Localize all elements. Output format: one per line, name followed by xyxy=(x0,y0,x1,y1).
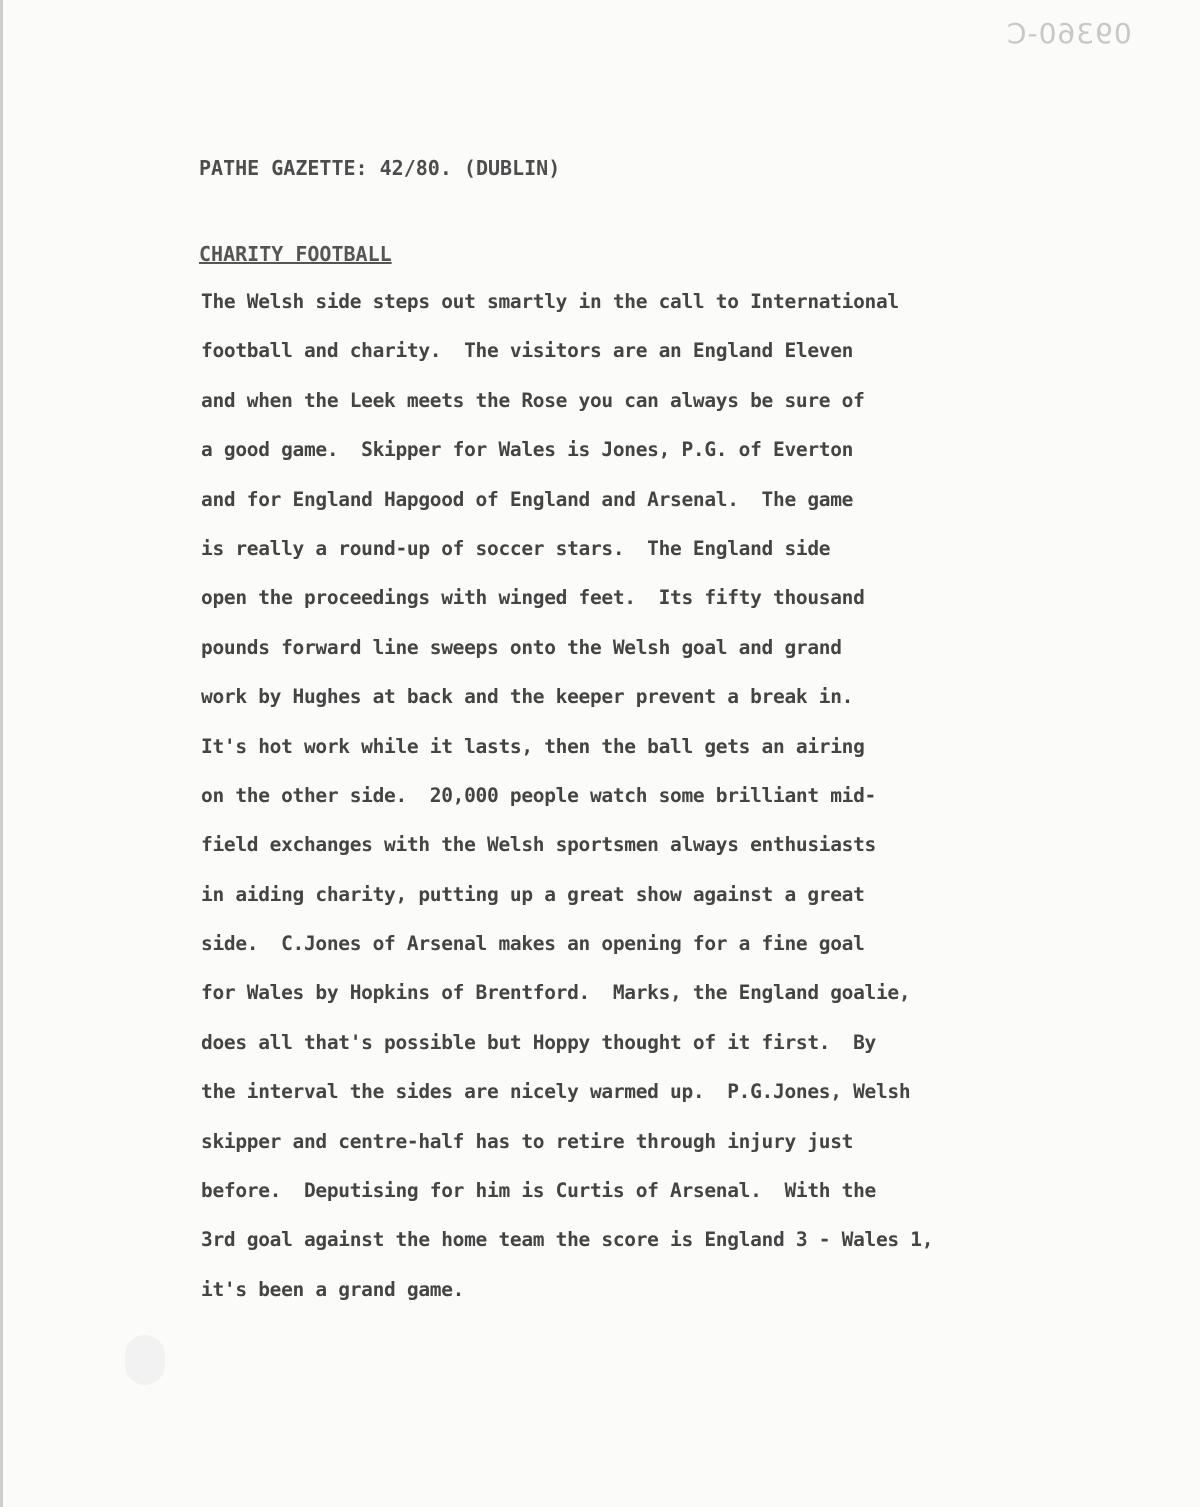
body-line: open the proceedings with winged feet. Its fifty thousand xyxy=(201,586,865,610)
body-line: and when the Leek meets the Rose you can always be sure of xyxy=(201,388,865,412)
body-line: pounds forward line sweeps onto the Welsh goal and grand xyxy=(201,635,842,659)
body-line: it's been a grand game. xyxy=(201,1277,465,1301)
body-line: side. C.Jones of Arsenal makes an opening for a fine goal xyxy=(201,932,865,956)
story-title: CHARITY FOOTBALL xyxy=(199,242,392,266)
paper-smudge xyxy=(125,1335,165,1385)
body-line: skipper and centre-half has to retire through injury just xyxy=(201,1129,854,1153)
body-line: in aiding charity, putting up a great show against a great xyxy=(201,882,865,906)
body-line: for Wales by Hopkins of Brentford. Marks, the England goalie, xyxy=(201,981,911,1005)
body-line: on the other side. 20,000 people watch some brilliant mid- xyxy=(201,783,876,807)
body-line: football and charity. The visitors are an England Eleven xyxy=(201,339,854,363)
body-line: the interval the sides are nicely warmed up. P.G.Jones, Welsh xyxy=(201,1080,911,1104)
page-edge xyxy=(0,0,3,1507)
document-header: PATHE GAZETTE: 42/80. (DUBLIN) xyxy=(199,156,561,180)
body-line: work by Hughes at back and the keeper prevent a break in. xyxy=(201,685,854,709)
body-line: before. Deputising for him is Curtis of Arsenal. With the xyxy=(201,1179,876,1203)
body-line: and for England Hapgood of England and Arsenal. The game xyxy=(201,487,854,511)
body-line: a good game. Skipper for Wales is Jones, P.G. of Everton xyxy=(201,438,854,462)
body-line: does all that's possible but Hoppy thought of it first. By xyxy=(201,1030,876,1054)
body-line: 3rd goal against the home team the score is England 3 - Wales 1, xyxy=(201,1228,934,1252)
story-body xyxy=(201,282,933,1319)
body-line: The Welsh side steps out smartly in the call to International xyxy=(201,290,899,313)
body-line: It's hot work while it lasts, then the ball gets an airing xyxy=(201,734,865,758)
archive-stamp: 09360-C xyxy=(1006,17,1132,50)
body-line: is really a round-up of soccer stars. The England side xyxy=(201,536,831,560)
body-line: field exchanges with the Welsh sportsmen always enthusiasts xyxy=(201,833,876,857)
